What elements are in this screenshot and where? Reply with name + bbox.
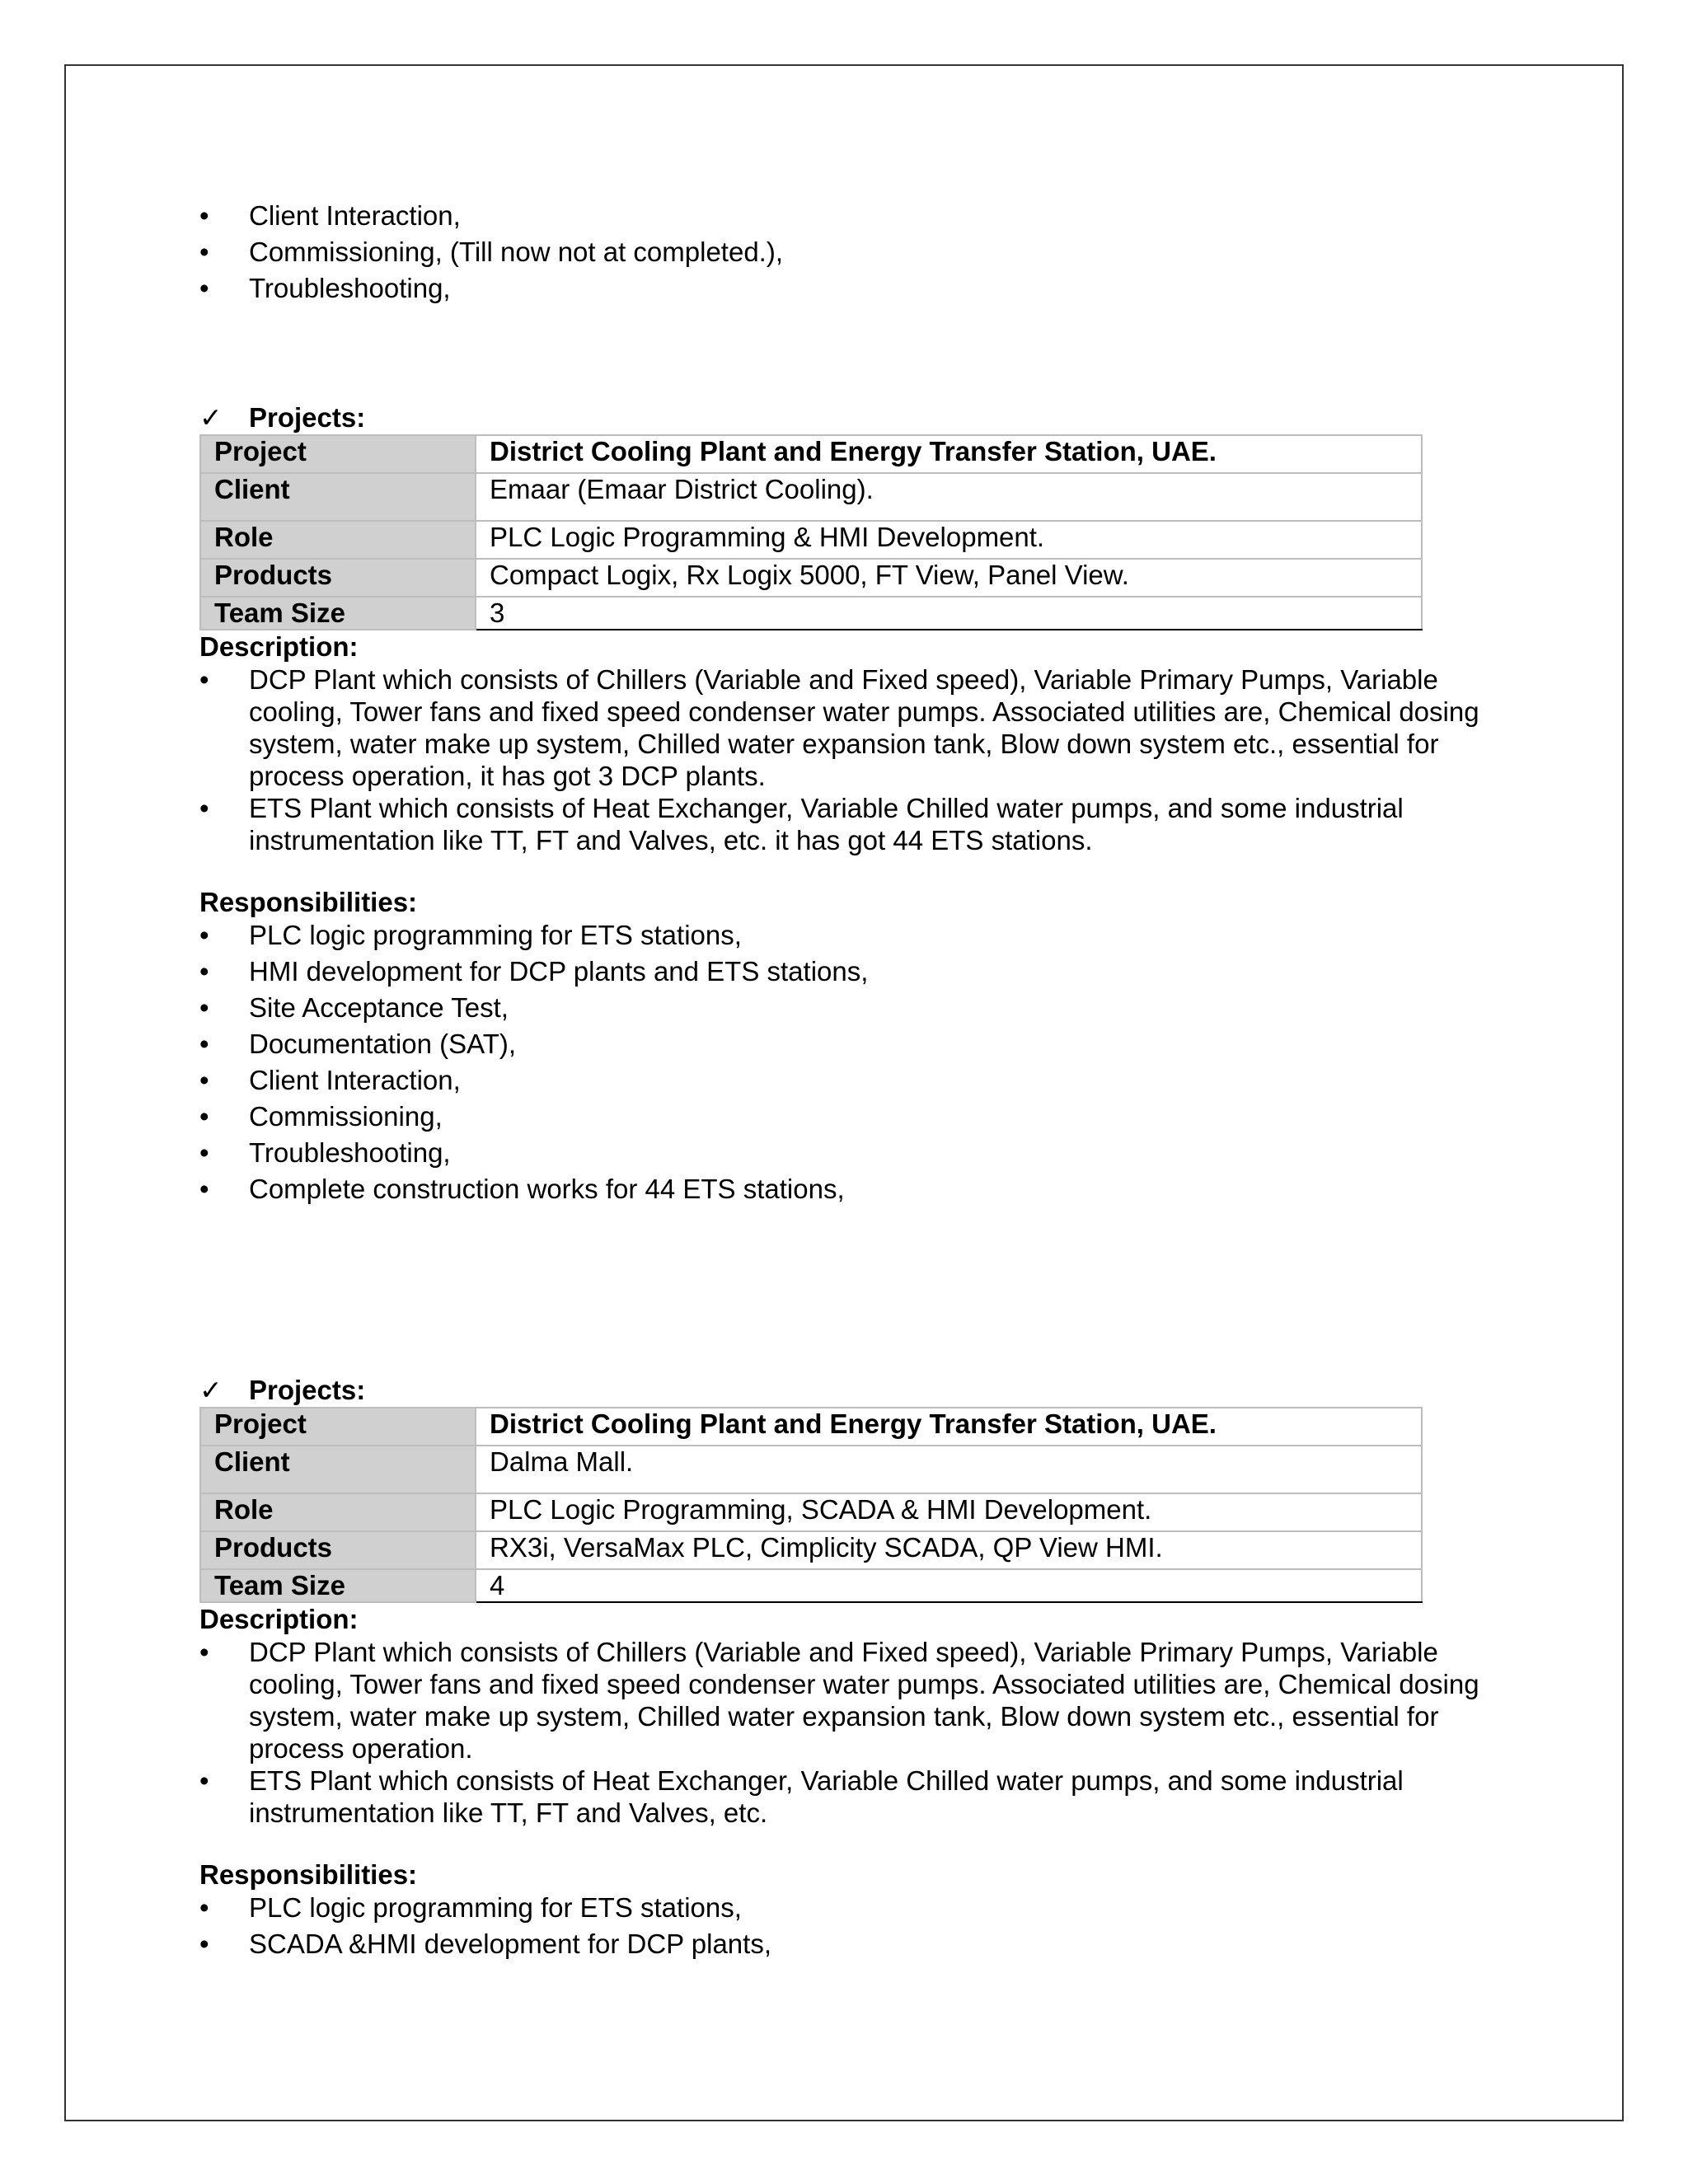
row-value: 4 [476,1569,1422,1602]
list-item: • PLC logic programming for ETS stations, [199,1891,1485,1928]
table-row [200,473,1422,521]
list-item: • Site Acceptance Test, [199,991,1485,1028]
project-section-2 [199,1374,1485,1964]
row-value: District Cooling Plant and Energy Transfer Station, UAE. [476,1408,1422,1446]
list-item: • Commissioning, (Till now not at completed.), [199,236,1485,272]
list-item: • HMI development for DCP plants and ETS stations, [199,955,1485,991]
row-label: Project [200,1408,476,1446]
list-item: • Commissioning, [199,1100,1485,1137]
responsibilities-title: Responsibilities: [199,1859,418,1890]
row-label: Products [200,1531,476,1569]
project-table [199,1407,1423,1603]
checkmark-icon: ✓ [199,1375,223,1405]
top-bullet-list [199,199,1485,308]
table-row [200,597,1422,630]
table-row [200,1446,1422,1493]
description-title: Description: [199,1604,359,1634]
row-value: PLC Logic Programming, SCADA & HMI Development. [476,1493,1422,1531]
projects-heading: ✓ Projects: [199,1375,366,1405]
row-label: Project [200,435,476,473]
list-item: • Troubleshooting, [199,1137,1485,1173]
responsibilities-title: Responsibilities: [199,887,418,917]
list-item: • DCP Plant which consists of Chillers (Variable and Fixed speed), Variable Primary Pumps, Variable cooling, Tower fans and fixed speed condenser water pumps. Associated utilities are, Chemical dosing system, water make up system, Chilled water expansion tank, Blow down system etc., essential for process operation, it has got 3 DCP plants. [199,663,1485,792]
list-item: • DCP Plant which consists of Chillers (Variable and Fixed speed), Variable Primary Pumps, Variable cooling, Tower fans and fixed speed condenser water pumps. Associated utilities are, Chemical dosing system, water make up system, Chilled water expansion tank, Blow down system etc., essential for process operation. [199,1636,1485,1765]
row-label: Client [200,473,476,521]
table-row [200,1408,1422,1446]
row-label: Products [200,559,476,597]
row-label: Client [200,1446,476,1493]
table-row [200,521,1422,559]
row-label: Team Size [200,1569,476,1602]
project-section-1 [199,401,1485,1209]
row-label: Team Size [200,597,476,630]
list-item: • PLC logic programming for ETS stations, [199,919,1485,955]
row-label: Role [200,1493,476,1531]
row-value: District Cooling Plant and Energy Transfer Station, UAE. [476,435,1422,473]
description-list [199,663,1485,856]
list-item: • Documentation (SAT), [199,1028,1485,1064]
description-title: Description: [199,631,359,662]
list-item: • SCADA &HMI development for DCP plants, [199,1928,1485,1964]
table-row [200,1569,1422,1602]
responsibilities-list [199,1891,1485,1964]
table-row [200,435,1422,473]
list-item: • Client Interaction, [199,199,1485,236]
list-item: • Troubleshooting, [199,272,1485,308]
row-value: RX3i, VersaMax PLC, Cimplicity SCADA, QP View HMI. [476,1531,1422,1569]
checkmark-icon: ✓ [199,402,223,433]
list-item: • Complete construction works for 44 ETS stations, [199,1173,1485,1209]
description-list [199,1636,1485,1829]
list-item: • Client Interaction, [199,1064,1485,1100]
projects-heading: ✓ Projects: [199,402,366,433]
table-row [200,559,1422,597]
list-item: • ETS Plant which consists of Heat Exchanger, Variable Chilled water pumps, and some industrial instrumentation like TT, FT and Valves, etc. it has got 44 ETS stations. [199,792,1485,856]
row-value: Dalma Mall. [476,1446,1422,1493]
list-item: • ETS Plant which consists of Heat Exchanger, Variable Chilled water pumps, and some industrial instrumentation like TT, FT and Valves, etc. [199,1765,1485,1829]
row-value: 3 [476,597,1422,630]
row-value: PLC Logic Programming & HMI Development. [476,521,1422,559]
row-value: Compact Logix, Rx Logix 5000, FT View, Panel View. [476,559,1422,597]
row-value: Emaar (Emaar District Cooling). [476,473,1422,521]
row-label: Role [200,521,476,559]
project-table [199,434,1423,630]
responsibilities-list [199,919,1485,1209]
table-row [200,1531,1422,1569]
table-row [200,1493,1422,1531]
